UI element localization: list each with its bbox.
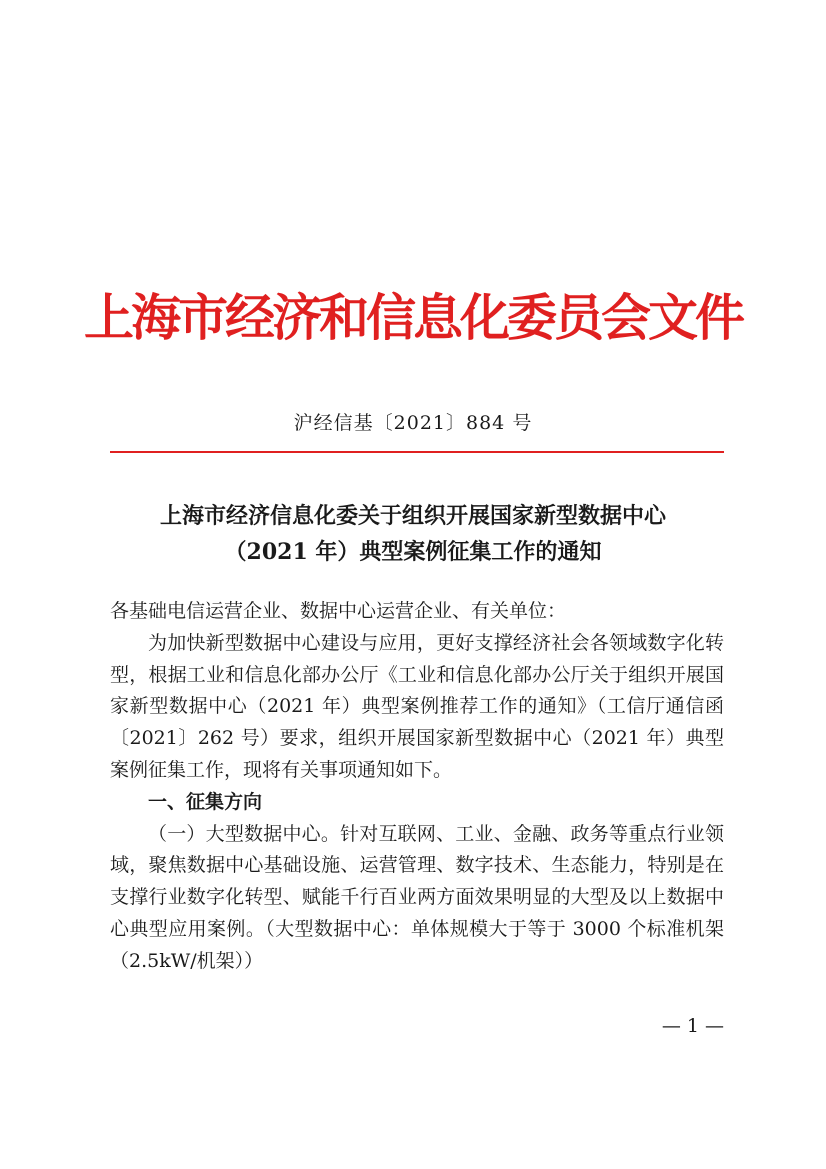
document-title bbox=[0, 498, 826, 570]
item-paragraph: （一）大型数据中心。针对互联网、工业、金融、政务等重点行业领域，聚焦数据中心基础设施、运营管理、数字技术、生态能力，特别是在支撑行业数字化转型、赋能千行百业两方面效果明显的大型及以上数据中心典型应用案例。（大型数据中心：单体规模大于等于 3000 个标准机架（2.5kW/机架）） bbox=[110, 822, 724, 972]
red-divider bbox=[110, 451, 724, 453]
document-number: 沪经信基〔2021〕884 号 bbox=[293, 412, 533, 434]
intro-paragraph: 为加快新型数据中心建设与应用，更好支撑经济社会各领域数字化转型，根据工业和信息化部办公厅《工业和信息化部办公厅关于组织开展国家新型数据中心（2021 年）典型案例推荐工作的通知》（工信厅通信函〔2021〕262 号）要求，组织开展国家新型数据中心（2021 年）典型案例征集工作，现将有关事项通知如下。 bbox=[110, 631, 724, 781]
salutation: 各基础电信运营企业、数据中心运营企业、有关单位： bbox=[110, 600, 567, 622]
title-line-1: 上海市经济信息化委关于组织开展国家新型数据中心 bbox=[159, 503, 666, 529]
document-body bbox=[110, 596, 724, 978]
masthead-title: 上海市经济和信息化委员会文件 bbox=[84, 288, 742, 347]
section-heading: 一、征集方向 bbox=[148, 790, 263, 813]
title-line-2: （2021 年）典型案例征集工作的通知 bbox=[224, 539, 602, 565]
page-number: — 1 — bbox=[661, 1015, 724, 1037]
